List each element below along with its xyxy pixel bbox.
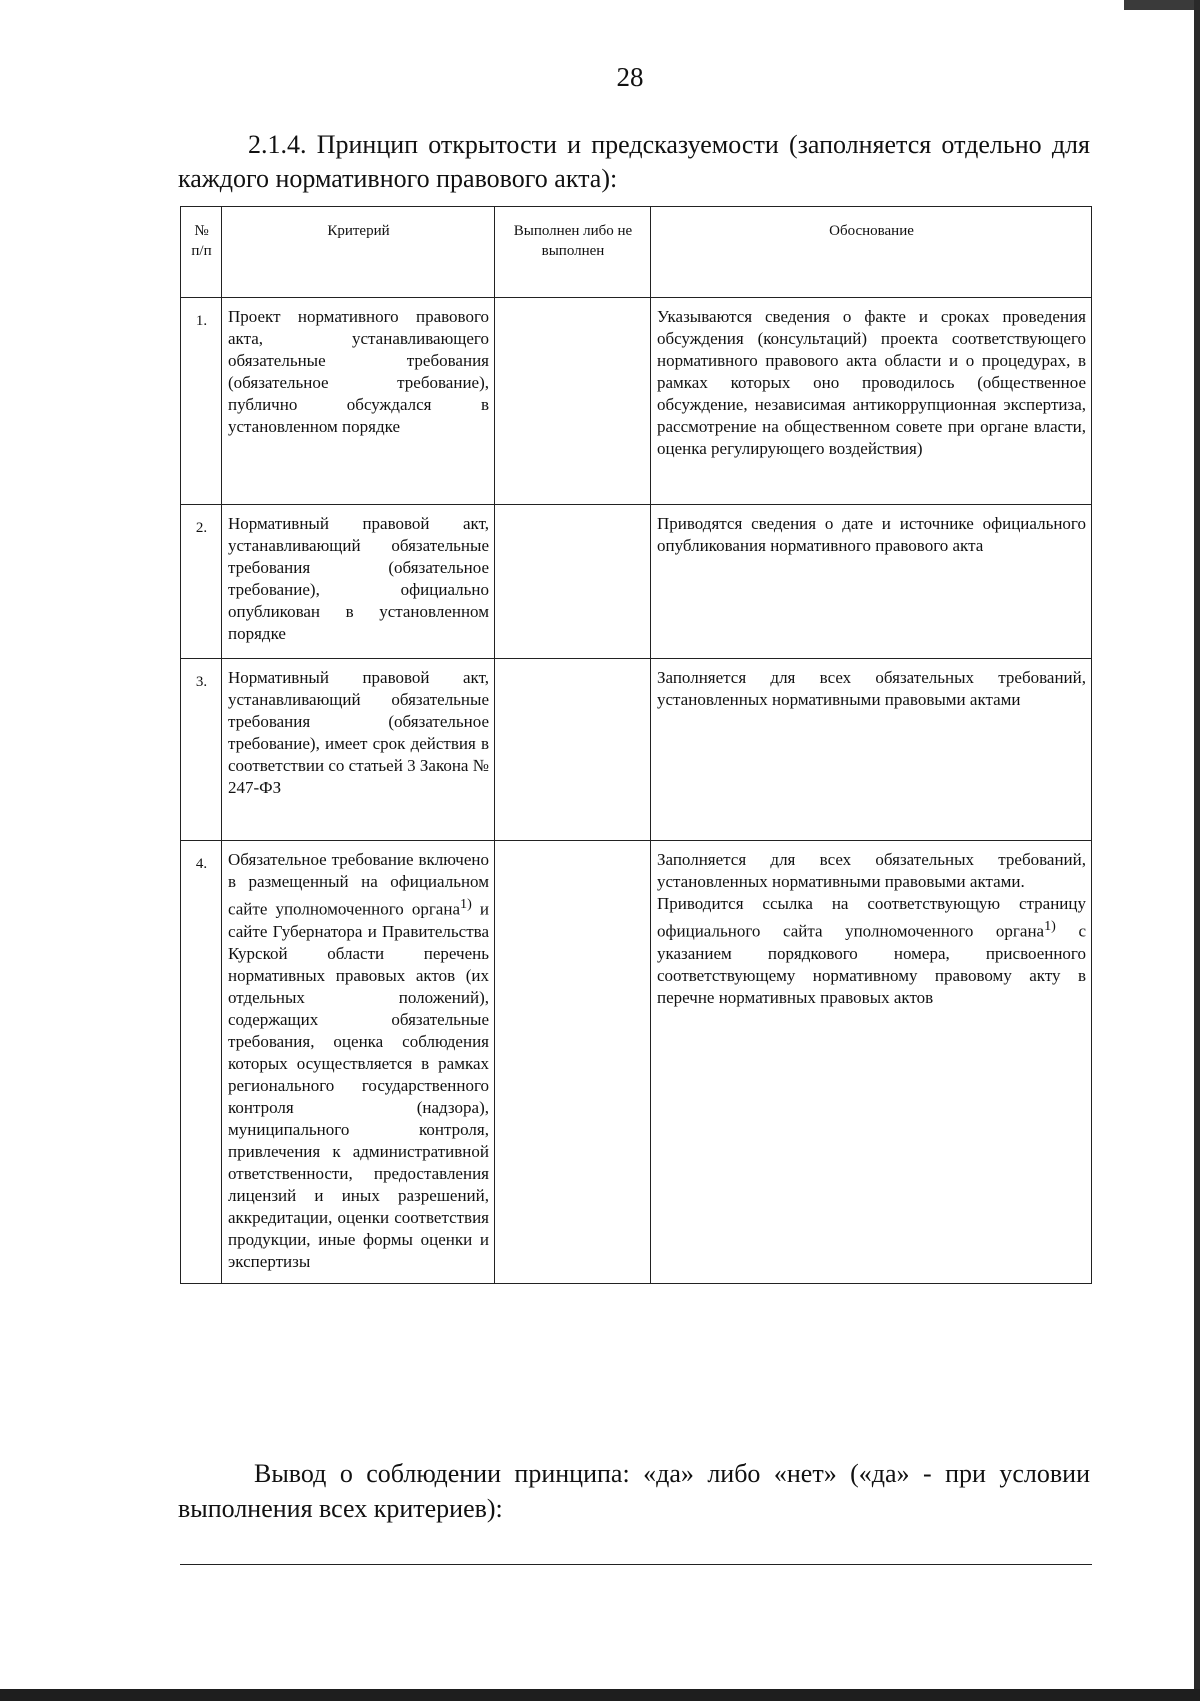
scan-edge-right (1194, 0, 1200, 1701)
row-num: 2. (181, 505, 222, 659)
row-done (495, 505, 651, 659)
row-basis: Указываются сведения о факте и сроках проведения обсуждения (консультаций) проекта соответствующего нормативного правового акта области и о процедурах, в рамках которых оно проводилось (общественное обсуждение, независимая антикоррупционная экспертиза, рассмотрение на общественном совете при органе власти, оценка регулирующего воздействия) (651, 298, 1092, 505)
row-done (495, 298, 651, 505)
row-basis: Заполняется для всех обязательных требований, установленных нормативными правовыми актами (651, 659, 1092, 841)
row-num: 4. (181, 841, 222, 1284)
footnote-marker: 1) (460, 896, 472, 912)
table-row (181, 841, 1092, 1284)
section-heading: 2.1.4. Принцип открытости и предсказуемости (заполняется отдельно для каждого нормативного правового акта): (178, 130, 1090, 193)
criterion-text-part2: и сайте Губернатора и Правительства Курской области перечень нормативных правовых актов (их отдельных положений), содержащих обязательные требования, оценка соблюдения которых осуществляется в рамках регионального государственного контроля (надзора), муниципального контроля, привлечения к административной ответственности, предоставления лицензий и иных разрешений, аккредитации, оценки соответствия продукции, иные формы оценки и экспертизы (228, 899, 489, 1271)
conclusion-text: Вывод о соблюдении принципа: «да» либо «нет» («да» - при условии выполнения всех критериев): (178, 1459, 1090, 1523)
scan-edge-top (1124, 0, 1194, 10)
criteria-table (180, 206, 1092, 1284)
table-row (181, 505, 1092, 659)
header-criterion: Критерий (222, 207, 495, 298)
page-number: 28 (616, 62, 644, 92)
row-criterion (222, 841, 495, 1284)
header-basis: Обоснование (651, 207, 1092, 298)
basis-text-line1: Заполняется для всех обязательных требований, установленных нормативными правовыми актами. (657, 850, 1086, 891)
answer-line[interactable] (180, 1564, 1092, 1565)
row-done (495, 841, 651, 1284)
row-basis: Приводятся сведения о дате и источнике официального опубликования нормативного правового акта (651, 505, 1092, 659)
footnote-marker: 1) (1044, 918, 1056, 934)
row-num: 1. (181, 298, 222, 505)
basis-text-part2: с указанием порядкового номера, присвоенного соответствующему нормативному правовому акту в перечне нормативных правовых актов (657, 921, 1086, 1007)
table-header-row (181, 207, 1092, 298)
row-criterion: Нормативный правовой акт, устанавливающий обязательные требования (обязательное требование), официально опубликован в установленном порядке (222, 505, 495, 659)
row-basis (651, 841, 1092, 1284)
header-done: Выполнен либо не выполнен (495, 207, 651, 298)
scan-edge-bottom (0, 1689, 1200, 1701)
table-row (181, 298, 1092, 505)
row-num: 3. (181, 659, 222, 841)
basis-text-line2 (657, 893, 1086, 1009)
header-num: № п/п (181, 207, 222, 298)
row-criterion: Нормативный правовой акт, устанавливающий обязательные требования (обязательное требование), имеет срок действия в соответствии со статьей 3 Закона № 247-ФЗ (222, 659, 495, 841)
row-criterion: Проект нормативного правового акта, устанавливающего обязательные требования (обязательное требование), публично обсуждался в установленном порядке (222, 298, 495, 505)
table-row (181, 659, 1092, 841)
criterion-text-part1: Обязательное требование включено в размещенный на официальном сайте уполномоченного органа (228, 850, 489, 919)
basis-text-part1: Приводится ссылка на соответствующую страницу официального сайта уполномоченного органа (657, 894, 1086, 941)
row-done (495, 659, 651, 841)
